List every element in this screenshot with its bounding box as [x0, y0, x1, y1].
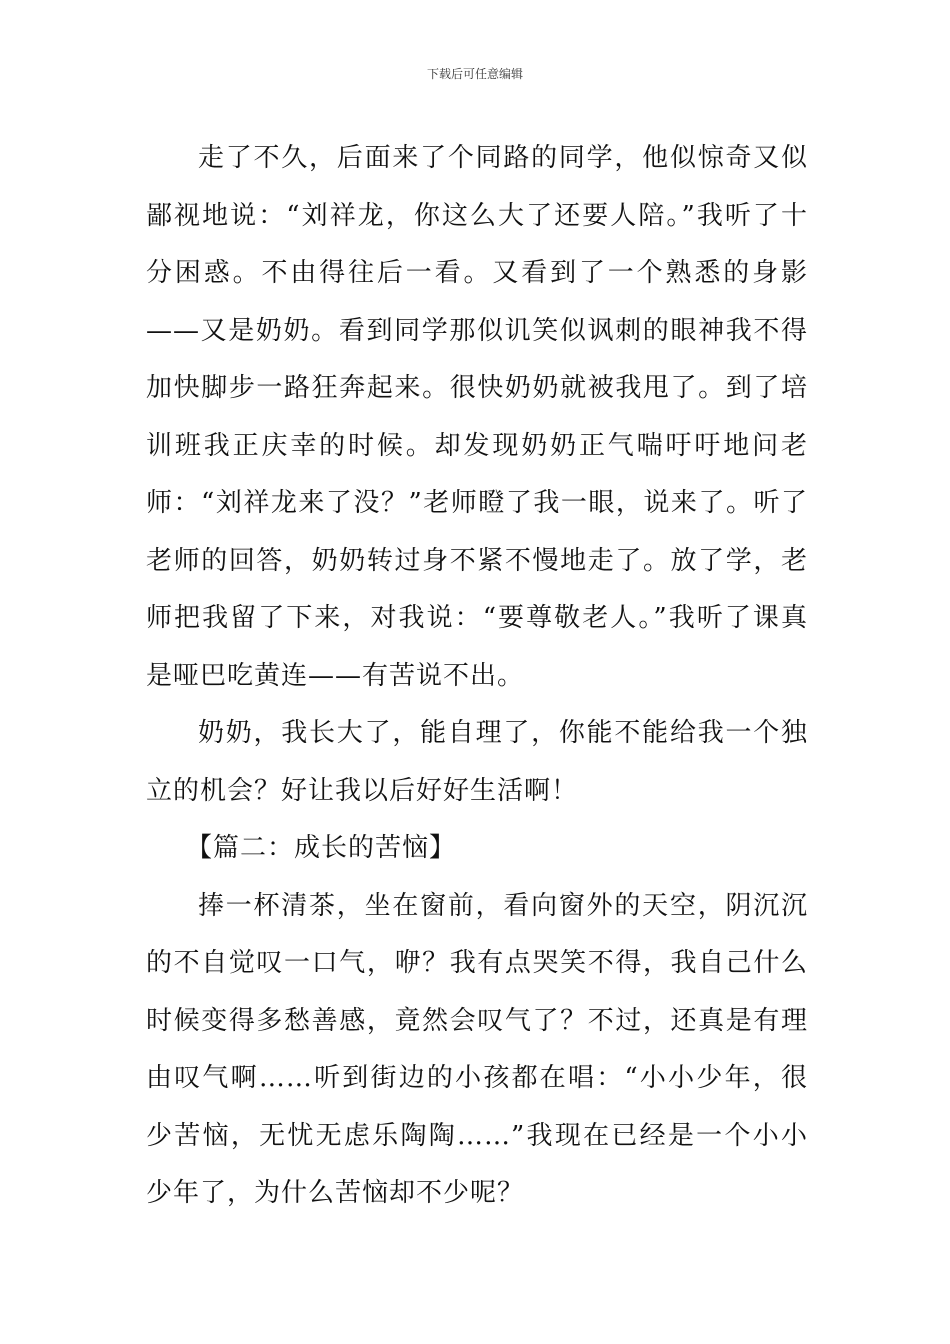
paragraph-plea: 奶奶，我长大了，能自理了，你能不能给我一个独立的机会？好让我以后好好生活啊！ [146, 718, 808, 806]
document-body [146, 130, 808, 1223]
page-header-note: 下载后可任意编辑 [426, 67, 523, 81]
section-heading: 【篇二：成长的苦恼】 [186, 833, 457, 863]
paragraph-story: 走了不久，后面来了个同路的同学，他似惊奇又似鄙视地说：“刘祥龙，你这么大了还要人陪。”我听了十分困惑。不由得往后一看。又看到了一个熟悉的身影——又是奶奶。看到同学那似讥笑似讽刺的眼神我不得加快脚步一路狂奔起来。很快奶奶就被我甩了。到了培训班我正庆幸的时候。却发现奶奶正气喘吁吁地问老师：“刘祥龙来了没？”老师瞪了我一眼，说来了。听了老师的回答，奶奶转过身不紧不慢地走了。放了学，老师把我留了下来，对我说：“要尊敬老人。”我听了课真是哑巴吃黄连——有苦说不出。 [146, 143, 808, 691]
paragraph-essay-opening: 捧一杯清茶，坐在窗前，看向窗外的天空，阴沉沉的不自觉叹一口气，咿？我有点哭笑不得，我自己什么时候变得多愁善感，竟然会叹气了？不过，还真是有理由叹气啊……听到街边的小孩都在唱：“小小少年，很少苦恼，无忧无虑乐陶陶……”我现在已经是一个小小少年了，为什么苦恼却不少呢？ [146, 890, 808, 1208]
